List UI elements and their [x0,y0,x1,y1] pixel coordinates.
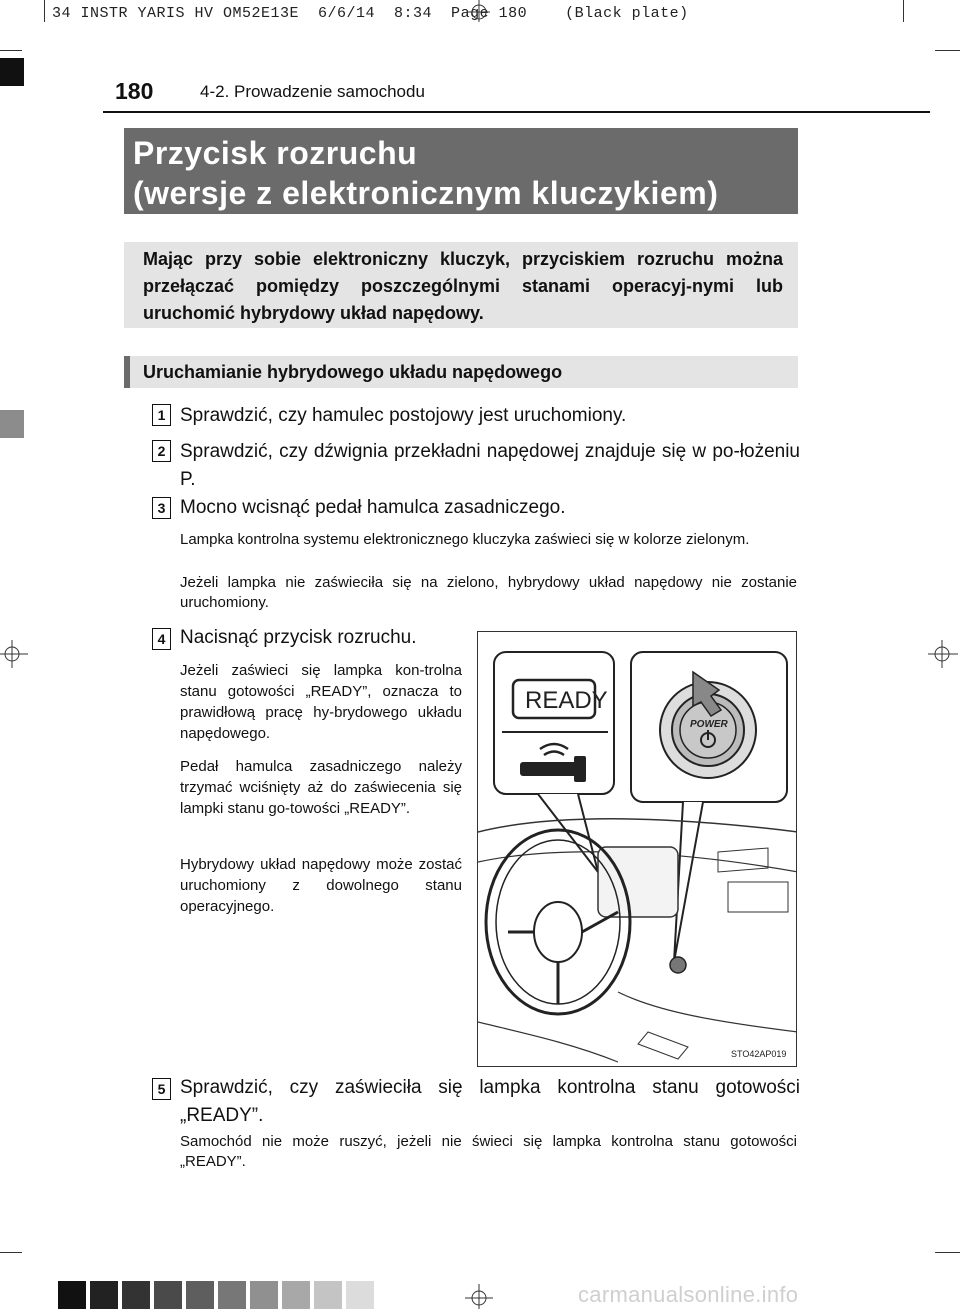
step-number: 4 [152,628,171,650]
title-line-2: (wersje z elektronicznym kluczykiem) [133,175,719,211]
watermark: carmanualsonline.info [578,1282,799,1307]
color-swatch [58,1281,86,1309]
color-swatch [186,1281,214,1309]
step-note: Hybrydowy układ napędowy może zostać uruchomiony z dowolnego stanu operacyjnego. [180,856,462,915]
step-note: Lampka kontrolna systemu elektronicznego kluczyka zaświeci się w kolorze zielonym. [180,531,750,548]
step-text: Sprawdzić, czy hamulec postojowy jest uruchomiony. [180,405,627,426]
figure-code: STO42AP019 [731,1049,787,1059]
registration-mark-icon [468,0,492,22]
dashboard-drawing [478,632,797,1067]
crop-mark [903,0,904,22]
color-swatch [44,1281,58,1309]
page-number: 180 [115,78,154,104]
subheading: Uruchamianie hybrydowego układu napędowego [143,362,563,382]
registration-mark-icon [928,640,960,670]
intro-text: Mając przy sobie elektroniczny kluczyk, przyciskiem rozruchu można przełączać pomiędzy poszczególnymi stanami operacyj-nymi lub uruchomić hybrydowy układ napędowy. [143,249,783,323]
dashboard-illustration [477,631,797,1067]
step-number: 3 [152,497,171,519]
color-swatch [314,1281,342,1309]
plate-line: 34 INSTR YARIS HV OM52E13E 6/6/14 8:34 Page 180 (Black plate) [52,5,689,22]
crop-mark [0,50,22,51]
chapter-tab-marker [0,410,24,438]
thumb-tab-marker [0,58,24,86]
step-text: Mocno wcisnąć pedał hamulca zasadniczego. [180,497,566,518]
color-swatch [282,1281,310,1309]
crop-mark [44,0,45,22]
step-text: Nacisnąć przycisk rozruchu. [180,627,417,648]
step-text: Sprawdzić, czy zaświeciła się lampka kontrolna stanu gotowości „READY”. [180,1077,800,1126]
header-rule [103,111,930,113]
step-note: Pedał hamulca zasadniczego należy trzymać wciśnięty aż do zaświecenia się lampki stanu go-towości „READY”. [180,758,462,817]
step-number: 5 [152,1078,171,1100]
step-number: 1 [152,404,171,426]
color-swatch [122,1281,150,1309]
step-note: Samochód nie może ruszyć, jeżeli nie świeci się lampka kontrolna stanu gotowości „READY”. [180,1133,797,1170]
step-note: Jeżeli zaświeci się lampka kon-trolna stanu gotowości „READY”, oznacza to prawidłową pracę hy-brydowego układu napędowego. [180,662,462,742]
ready-label: READY [525,687,608,714]
registration-mark-icon [0,640,30,670]
color-swatch [154,1281,182,1309]
crop-mark [0,1252,22,1253]
registration-mark-icon [465,1284,495,1309]
crop-mark [935,1252,960,1253]
step-note: Jeżeli lampka nie zaświeciła się na zielono, hybrydowy układ napędowy nie zostanie uruchomiony. [180,574,797,611]
color-swatch [250,1281,278,1309]
step-text: Sprawdzić, czy dźwignia przekładni napędowej znajduje się w po-łożeniu P. [180,441,800,490]
color-swatch [218,1281,246,1309]
color-swatch [346,1281,374,1309]
crop-mark [935,50,960,51]
power-label: POWER [690,719,728,730]
page-title [133,133,718,213]
section-title: 4-2. Prowadzenie samochodu [200,82,425,101]
title-line-1: Przycisk rozruchu [133,135,418,171]
step-number: 2 [152,440,171,462]
color-swatch [90,1281,118,1309]
